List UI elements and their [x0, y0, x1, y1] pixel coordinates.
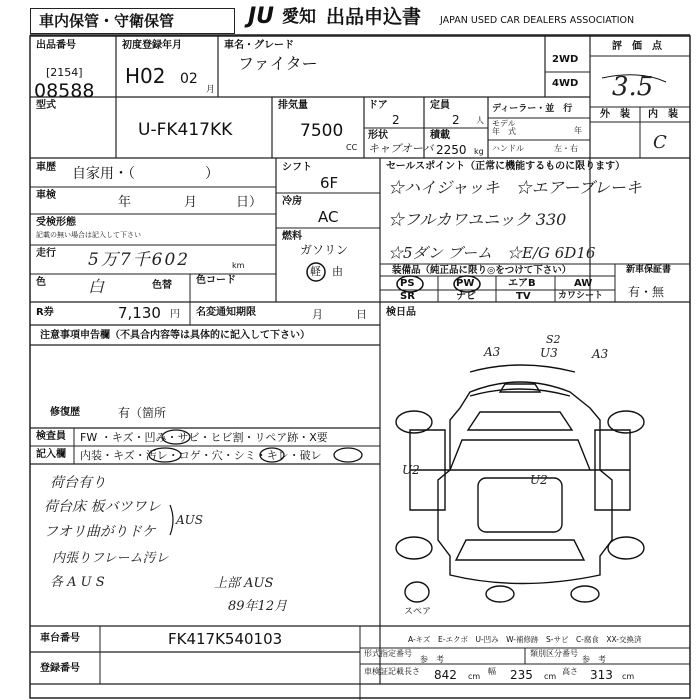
sales-point-line: ☆5ダン ブーム ☆E/G 6D16 [388, 244, 596, 262]
color-label: 色 [36, 277, 46, 288]
model-code-value: U-FK417KK [138, 120, 233, 140]
capacity-unit: 人 [476, 116, 484, 125]
inspection-day: 日） [236, 195, 263, 210]
org-name: 愛知 [282, 7, 316, 27]
body-shape-value: キャブオーバ [368, 142, 434, 155]
recycle-label: 受検形態 [36, 217, 76, 228]
check-label-2: 記入欄 [36, 449, 66, 460]
r-ticket-label: R券 [36, 307, 54, 318]
sales-point-line: ☆ハイジャッキ ☆エアーブレーキ [388, 178, 642, 197]
height-unit: cm [622, 672, 635, 681]
handwritten-note: 内張りフレーム汚レ [52, 551, 169, 566]
handwritten-note: フオリ曲がりドケ [44, 524, 156, 540]
handle-options: 左・右 [554, 144, 578, 153]
storage-badge [30, 8, 235, 34]
model-name-label: 車名・グレード [224, 40, 294, 51]
check-row-interior: 内装・キズ・汚レ・コゲ・穴・シミ・キレ・破レ [80, 449, 322, 462]
model-name-value: ファイター [238, 54, 318, 73]
spare-label: スペア [404, 607, 432, 617]
handwritten-note: 荷台有り [50, 475, 106, 491]
warranty-label: 新車保証書 [626, 265, 672, 275]
handwritten-note: 各 A U S [50, 575, 105, 590]
lot-number: 08588 [34, 80, 95, 102]
r-ticket-unit: 円 [170, 309, 180, 320]
damage-mark: S2 [546, 333, 561, 346]
equipment-navi: ナビ [456, 291, 476, 302]
tax-label: 名変通知期限 [196, 307, 256, 318]
repair-label: 修復歴 [50, 407, 80, 418]
fuel-circled: 軽 [310, 265, 321, 278]
tax-day: 日 [356, 308, 367, 321]
body-shape-label: 形状 [368, 130, 388, 141]
equipment-tv: TV [516, 291, 531, 302]
registration-year: H02 [125, 64, 166, 88]
shift-label: シフト [282, 162, 312, 173]
handwritten-aus: AUS [176, 513, 203, 527]
load-label: 積載 [430, 130, 450, 141]
width-value: 235 [510, 668, 533, 682]
cooler-label: 冷房 [282, 196, 302, 207]
drive-2wd: 2WD [552, 54, 579, 65]
damage-legend: A-キズ E-エクボ U-凹み W-補修跡 S-サビ C-腐食 XX-交換済 [408, 635, 642, 644]
color-value: 白 [88, 277, 105, 296]
lot-sub: [2154] [46, 66, 83, 79]
equipment-ps: PS [400, 278, 415, 289]
handle-label: ハンドル [492, 144, 524, 153]
dealer-label: ディーラー・並 行 [492, 104, 573, 114]
storage-badge-text: 車内保管・守衛保管 [39, 12, 175, 30]
history-value: 自家用・（ ） [72, 166, 219, 182]
warranty-value: 有・無 [628, 285, 665, 299]
doors-value: 2 [392, 113, 400, 127]
color-code-label: 色コード [196, 275, 236, 286]
width-unit: cm [544, 672, 557, 681]
fuel-label: 燃料 [282, 231, 302, 242]
handwritten-note: 上部 AUS [214, 576, 274, 591]
damage-mark: U3 [540, 346, 558, 360]
equipment-pw: PW [456, 278, 475, 289]
length-label: 長さ [404, 667, 420, 676]
fuel-rest: 由 [332, 265, 343, 278]
registration-month-unit: 月 [206, 85, 216, 95]
inspection-label: 車検 [36, 190, 56, 201]
class-label: 類別区分番号 [530, 649, 578, 658]
equipment-aw: AW [574, 278, 593, 289]
tax-month: 月 [312, 308, 323, 321]
chassis-label: 車台番号 [40, 633, 80, 644]
inspection-month: 月 [184, 195, 198, 210]
reg-no-label: 登録番号 [40, 663, 80, 674]
interior-value: C [653, 132, 667, 153]
load-value: 2250 [436, 143, 467, 157]
vehicle-damage-diagram [396, 365, 644, 602]
drive-4wd: 4WD [552, 78, 579, 89]
shift-value: 6F [320, 174, 339, 192]
recycle-note: 記載の無い場合は記入して下さい [36, 231, 141, 239]
repair-value: 有（箇所 [118, 406, 167, 420]
cert-label: 形式指定番号 [364, 649, 412, 658]
model-year-unit: 年 [574, 126, 582, 135]
displacement-unit: CC [346, 143, 358, 152]
inspector-label: 検日品 [386, 307, 416, 318]
equipment-sr: SR [400, 291, 415, 302]
displacement-value: 7500 [300, 121, 344, 141]
rating-value: 3.5 [612, 72, 654, 102]
length-unit: cm [468, 672, 481, 681]
exterior-label: 外 装 [600, 109, 630, 120]
notes-label: 注意事項申告欄（不具合内容等は具体的に記入して下さい） [40, 330, 310, 341]
capacity-value: 2 [452, 113, 460, 127]
lot-label: 出品番号 [36, 40, 76, 51]
fuel-value: ガソリン [300, 243, 349, 257]
r-ticket-value: 7,130 [118, 304, 161, 322]
mileage-value: 5万7千602 [88, 250, 191, 270]
damage-mark: A3 [484, 345, 501, 359]
cert-ref: 参 考 [420, 655, 444, 664]
inspection-year: 年 [118, 195, 132, 210]
cooler-value: AC [318, 208, 339, 226]
doors-label: ドア [368, 100, 388, 111]
damage-mark: U2 [530, 473, 548, 487]
displacement-label: 排気量 [278, 100, 308, 111]
mileage-label: 走行 [36, 248, 56, 259]
height-label: 高さ [562, 667, 578, 676]
model-year-label: モデル 年 式 [492, 119, 516, 136]
org-english: JAPAN USED CAR DEALERS ASSOCIATION [440, 15, 635, 26]
ju-logo: JU [248, 4, 275, 29]
interior-label: 内 装 [648, 109, 678, 120]
model-code-label: 型式 [36, 100, 56, 111]
form-title: 出品申込書 [326, 6, 422, 28]
damage-mark: A3 [592, 347, 609, 361]
cert-note: 車検証記載 [364, 667, 404, 676]
rating-label: 評 価 点 [612, 41, 662, 52]
history-label: 車歴 [36, 162, 56, 173]
equipment-airbag: エアB [508, 278, 536, 289]
handwritten-note: 荷台床 板バツワレ [44, 499, 161, 515]
damage-mark: U2 [402, 463, 420, 477]
color-change-label: 色替 [152, 280, 172, 291]
registration-label: 初度登録年月 [122, 40, 182, 51]
equipment-leather: カワシート [558, 291, 604, 301]
class-ref: 参 考 [582, 655, 606, 664]
chassis-value: FK417K540103 [168, 630, 283, 648]
length-value: 842 [434, 668, 457, 682]
check-label-1: 検査員 [36, 431, 66, 442]
registration-month: 02 [180, 71, 198, 87]
equipment-label: 装備品（純正品に限り◎をつけて下さい） [392, 265, 572, 276]
height-value: 313 [590, 668, 613, 682]
width-label: 幅 [488, 667, 496, 676]
load-unit: kg [474, 147, 484, 156]
mileage-unit: km [232, 261, 245, 270]
capacity-label: 定員 [430, 100, 450, 111]
check-row-exterior: FW ・キズ・凹み・サビ・ヒビ割・リペア跡・X要 [80, 431, 328, 444]
sales-point-line: ☆フルカワユニック 330 [388, 210, 567, 229]
sales-points-label: セールスポイント（正常に機能するものに限ります） [386, 161, 626, 172]
handwritten-note: 89年12月 [228, 599, 288, 614]
